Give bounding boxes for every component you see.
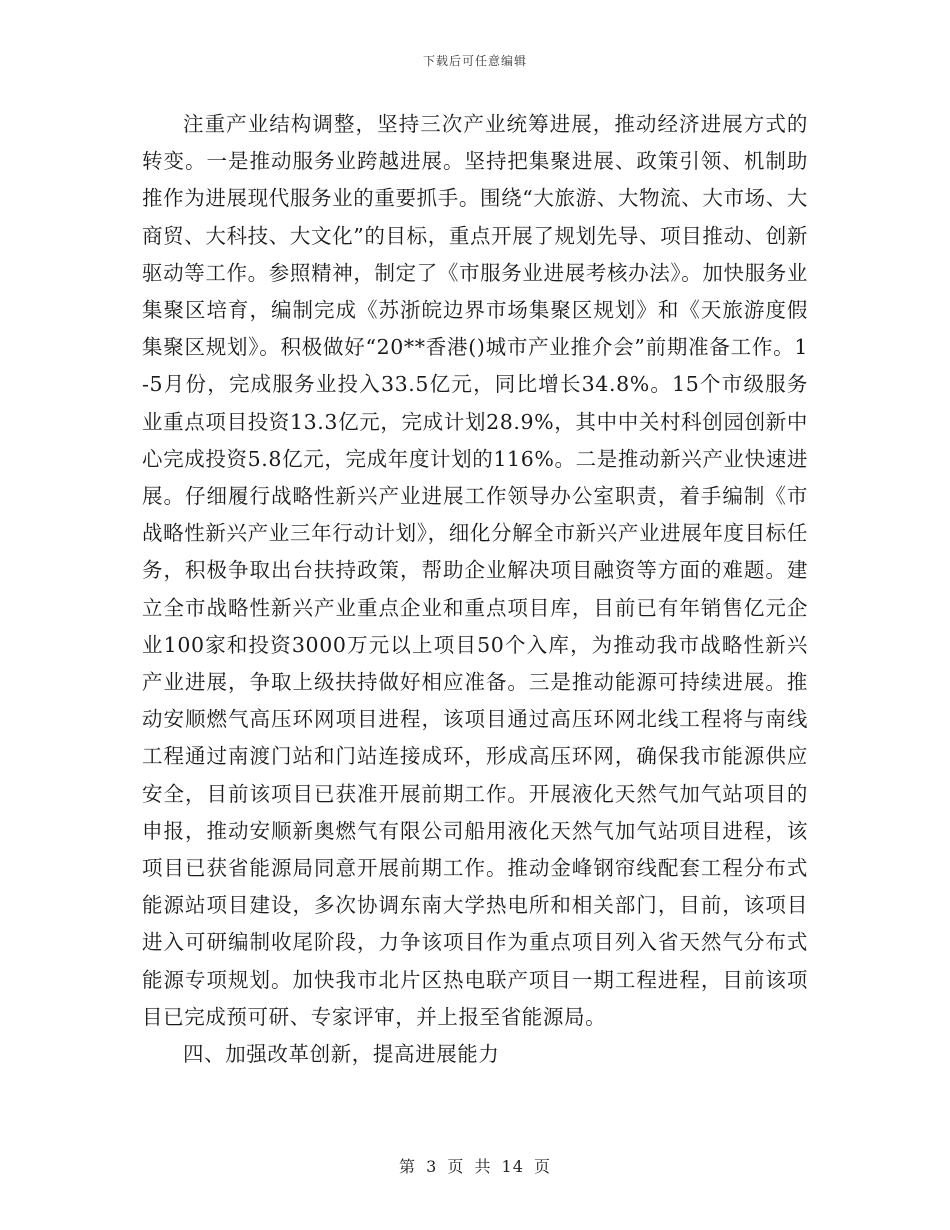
document-body [142,106,808,1073]
body-paragraph: 注重产业结构调整，坚持三次产业统筹进展，推动经济进展方式的转变。一是推动服务业跨越进展。坚持把集聚进展、政策引领、机制助推作为进展现代服务业的重要抓手。围绕“大旅游、大物流、大市场、大商贸、大科技、大文化”的目标，重点开展了规划先导、项目推动、创新驱动等工作。参照精神，制定了《市服务业进展考核办法》。加快服务业集聚区培育，编制完成《苏浙皖边界市场集聚区规划》和《天旅游度假集聚区规划》。积极做好“20**香港()城市产业推介会”前期准备工作。1-5月份，完成服务业投入33.5亿元，同比增长34.8%。15个市级服务业重点项目投资13.3亿元，完成计划28.9%，其中中关村科创园创新中心完成投资5.8亿元，完成年度计划的116%。二是推动新兴产业快速进展。仔细履行战略性新兴产业进展工作领导办公室职责，着手编制《市战略性新兴产业三年行动计划》，细化分解全市新兴产业进展年度目标任务，积极争取出台扶持政策，帮助企业解决项目融资等方面的难题。建立全市战略性新兴产业重点企业和重点项目库，目前已有年销售亿元企业100家和投资3000万元以上项目50个入库，为推动我市战略性新兴产业进展，争取上级扶持做好相应准备。三是推动能源可持续进展。推动安顺燃气高压环网项目进程，该项目通过高压环网北线工程将与南线工程通过南渡门站和门站连接成环，形成高压环网，确保我市能源供应安全，目前该项目已获准开展前期工作。开展液化天然气加气站项目的申报，推动安顺新奥燃气有限公司船用液化天然气加气站项目进程，该项目已获省能源局同意开展前期工作。推动金峰钢帘线配套工程分布式能源站项目建设，多次协调东南大学热电所和相关部门，目前，该项目进入可研编制收尾阶段，力争该项目作为重点项目列入省天然气分布式能源专项规划。加快我市北片区热电联产项目一期工程进程，目前该项目已完成预可研、专家评审，并上报至省能源局。 [142,112,808,1029]
section-heading: 四、加强改革创新，提高进展能力 [183,1042,500,1067]
page-number-footer: 第 3 页 共 14 页 [399,1157,551,1176]
header-note: 下载后可任意编辑 [422,54,527,68]
